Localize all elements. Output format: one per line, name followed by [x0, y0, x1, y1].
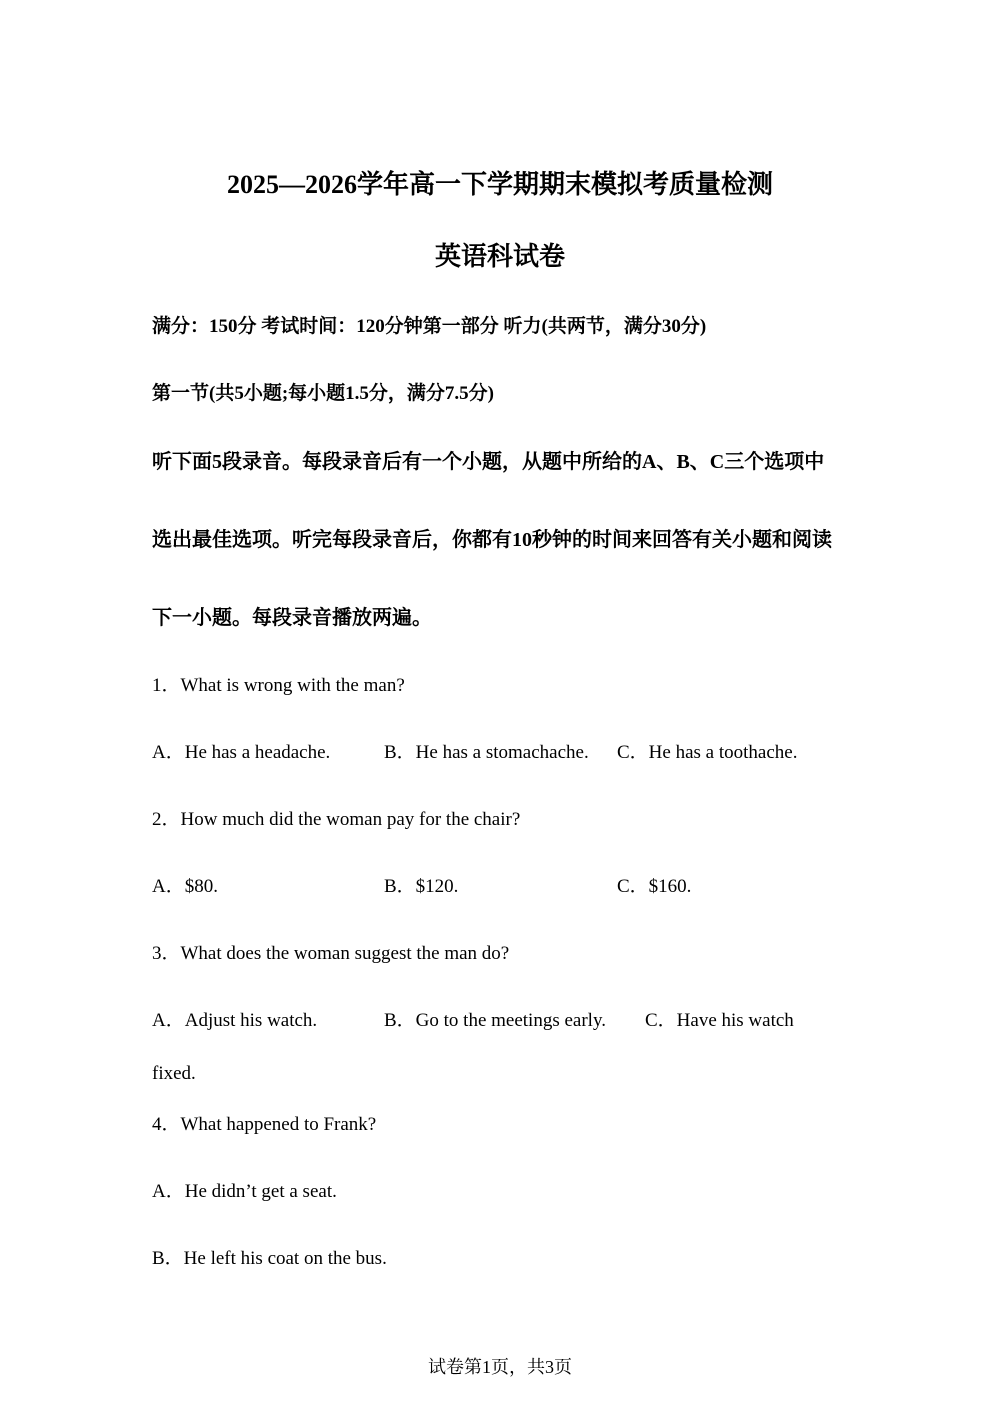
question-1-option-b: B．He has a stomachache. — [384, 742, 589, 763]
score-time-info: 满分：150分 考试时间：120分钟第一部分 听力(共两节，满分30分) — [152, 316, 707, 337]
question-3-option-c-continuation: fixed. — [152, 1063, 196, 1084]
instruction-line-1: 听下面5段录音。每段录音后有一个小题，从题中所给的A、B、C三个选项中 — [152, 451, 825, 473]
question-2-option-c: C．$160. — [617, 876, 692, 897]
question-2-option-b: B．$120. — [384, 876, 459, 897]
question-2-option-a: A．$80. — [152, 876, 218, 897]
question-4-option-b: B．He left his coat on the bus. — [152, 1248, 387, 1269]
question-3-option-b: B．Go to the meetings early. — [384, 1010, 606, 1031]
page-footer: 试卷第1页，共3页 — [428, 1357, 572, 1377]
exam-subtitle: 英语科试卷 — [434, 242, 565, 271]
instruction-line-2: 选出最佳选项。听完每段录音后，你都有10秒钟的时间来回答有关小题和阅读 — [152, 529, 832, 551]
question-3-stem: 3．What does the woman suggest the man do? — [152, 943, 510, 964]
exam-title: 2025—2026学年高一下学期期末模拟考质量检测 — [226, 170, 773, 199]
instruction-line-3: 下一小题。每段录音播放两遍。 — [152, 607, 432, 629]
question-3-option-a: A．Adjust his watch. — [152, 1010, 318, 1031]
question-2-stem: 2．How much did the woman pay for the chair? — [152, 809, 521, 830]
section-title: 第一节(共5小题;每小题1.5分，满分7.5分) — [152, 383, 494, 404]
question-1-stem: 1．What is wrong with the man? — [152, 675, 405, 696]
question-4-option-a: A．He didn’t get a seat. — [152, 1181, 337, 1202]
question-4-stem: 4．What happened to Frank? — [152, 1114, 377, 1135]
question-1-option-a: A．He has a headache. — [152, 742, 331, 763]
question-3-option-c: C．Have his watch — [645, 1010, 794, 1031]
question-1-option-c: C．He has a toothache. — [617, 742, 798, 763]
